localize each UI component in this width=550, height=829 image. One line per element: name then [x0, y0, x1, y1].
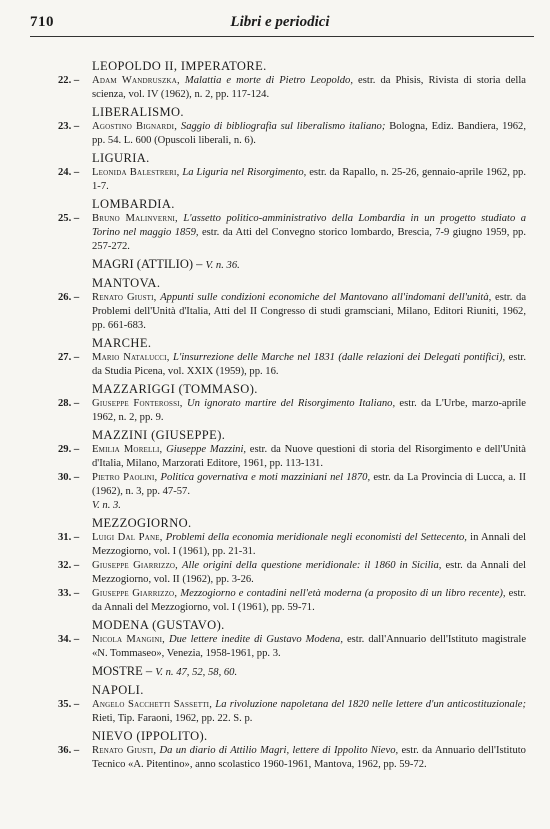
entry-number: 32. –: [58, 560, 80, 571]
bibliography-entry: [58, 531, 526, 559]
entry-number: 36. –: [58, 745, 80, 756]
see-also-reference: V. n. 47, 52, 58, 60.: [155, 667, 238, 678]
entry-author: Bruno Malinverni,: [92, 213, 178, 224]
page-number: 710: [30, 14, 54, 30]
section-heading: NAPOLI.: [92, 683, 144, 697]
bibliography-entry: [58, 443, 526, 471]
bibliography-section: [58, 59, 526, 102]
entry-title: L'assetto politico-amministrativo della Lombardia in un progetto studiato a Torino nel maggio 1859,: [92, 213, 526, 238]
section-heading: MANTOVA.: [92, 276, 161, 290]
section-heading: MEZZOGIORNO.: [92, 516, 192, 530]
bibliography-section: [58, 516, 526, 615]
see-also-line: [92, 257, 526, 273]
see-also-reference: V. n. 36.: [205, 260, 240, 271]
bibliography-entry: [58, 587, 526, 615]
bibliography-entry: [58, 633, 526, 661]
bibliography-section: [58, 664, 526, 680]
entry-number: 23. –: [58, 121, 80, 132]
bibliography-section: [58, 276, 526, 333]
bibliography-entry: [58, 471, 526, 499]
entry-author: Mario Natalucci,: [92, 352, 170, 363]
entry-title: Un ignorato martire del Risorgimento Italiano,: [186, 398, 396, 409]
entry-publication-details: estr. da Nuove questioni di storia del Risorgimento e dell'Unità d'Italia, Milano, Marzorati Editore, 1961, pp. 113-131.: [92, 444, 526, 469]
entry-publication-details: estr. da Studia Picena, vol. XXIX (1959), pp. 16.: [92, 352, 527, 377]
bibliography-section: [58, 729, 526, 772]
entry-author: Adam Wandruszka,: [92, 75, 180, 86]
entry-title: La rivoluzione napoletana del 1820 nelle lettere d'un anticostituzionale;: [215, 699, 527, 710]
section-heading: LIBERALISMO.: [92, 105, 184, 119]
entry-author: Emilia Morelli,: [92, 444, 163, 455]
entry-number: 25. –: [58, 213, 80, 224]
entry-publication-details: estr. da Annali del Mezzogiorno, vol. II (1962), pp. 3-26.: [92, 560, 526, 585]
entry-publication-details: Rieti, Tip. Faraoni, 1962, pp. 22. S. p.: [92, 713, 253, 724]
entry-number: 30. –: [58, 472, 80, 483]
bibliography-entry: [58, 212, 526, 254]
entry-title: Giuseppe Mazzini,: [166, 444, 247, 455]
entry-number: 31. –: [58, 532, 80, 543]
bibliography-entry: [58, 351, 526, 379]
entry-title: Politica governativa e moti mazziniani nel 1870,: [160, 472, 371, 483]
bibliography-section: [58, 151, 526, 194]
entry-publication-details: estr. da Annali del Mezzogiorno, vol. I (1961), pp. 59-71.: [92, 588, 526, 613]
entry-number: 28. –: [58, 398, 80, 409]
entry-author: Nicola Mangini,: [92, 634, 165, 645]
bibliography-section: [58, 382, 526, 425]
section-heading: MARCHE.: [92, 336, 152, 350]
bibliography-section: [58, 683, 526, 726]
entry-number: 33. –: [58, 588, 80, 599]
entry-number: 35. –: [58, 699, 80, 710]
entry-author: Giuseppe Giarrizzo,: [92, 588, 178, 599]
entry-publication-details: estr. da Rapallo, n. 25-26, gennaio-aprile 1962, pp. 1-7.: [92, 167, 526, 192]
bibliography-entry: [58, 698, 526, 726]
bibliography-section: [58, 336, 526, 379]
entry-number: 34. –: [58, 634, 80, 645]
bibliography-list: [58, 56, 526, 772]
bibliography-entry: [58, 559, 526, 587]
entry-publication-details: estr. da Phisis, Rivista di storia della scienza, vol. IV (1962), n. 2, pp. 117-124.: [92, 75, 526, 100]
entry-number: 24. –: [58, 167, 80, 178]
entry-title: Alle origini della questione meridionale: il 1860 in Sicilia,: [182, 560, 442, 571]
bibliography-entry: [58, 744, 526, 772]
entry-author: Angelo Sacchetti Sassetti,: [92, 699, 213, 710]
entry-publication-details: estr. dall'Annuario dell'Istituto magistrale «N. Tommaseo», Venezia, 1958-1961, pp. 3.: [92, 634, 527, 659]
section-heading: MAZZINI (GIUSEPPE).: [92, 428, 226, 442]
entry-publication-details: estr. da La Provincia di Lucca, a. II (1962), n. 3, pp. 47-57.: [92, 472, 526, 497]
entry-author: Agostino Bignardi,: [92, 121, 178, 132]
entry-title: Malattia e morte di Pietro Leopoldo,: [184, 75, 353, 86]
bibliography-entry: [58, 397, 526, 425]
bibliography-section: [58, 618, 526, 661]
section-heading: LEOPOLDO II, IMPERATORE.: [92, 59, 267, 73]
entry-publication-details: Bologna, Ediz. Bandiera, 1962, pp. 54. L. 600 (Opuscoli liberali, n. 6).: [92, 121, 527, 146]
entry-author: Leonida Balestreri,: [92, 167, 180, 178]
cross-reference: V. n. 3.: [92, 500, 121, 511]
entry-title: Saggio di bibliografia sul liberalismo italiano;: [180, 121, 386, 132]
section-heading: MODENA (GUSTAVO).: [92, 618, 225, 632]
entry-title: Due lettere inedite di Gustavo Modena,: [168, 634, 343, 645]
see-also-line: [92, 664, 526, 680]
entry-publication-details: in Annali del Mezzogiorno, vol. I (1961), pp. 21-31.: [92, 532, 526, 557]
bibliography-section: [58, 105, 526, 148]
header-rule: [30, 36, 534, 37]
entry-author: Renato Giusti,: [92, 745, 157, 756]
section-heading: MAZZARIGGI (TOMMASO).: [92, 382, 258, 396]
see-also-subject: MAGRI (ATTILIO) –: [92, 257, 203, 271]
page-header: [30, 14, 530, 36]
entry-title: Problemi della economia meridionale negli economisti del Settecento,: [165, 532, 467, 543]
entry-author: Luigi Dal Pane,: [92, 532, 163, 543]
entry-author: Renato Giusti,: [92, 292, 157, 303]
bibliography-section: [58, 428, 526, 513]
see-also-subject: MOSTRE –: [92, 664, 153, 678]
bibliography-entry: [58, 291, 526, 333]
section-heading: NIEVO (IPPOLITO).: [92, 729, 208, 743]
entry-number: 22. –: [58, 75, 80, 86]
entry-title: Da un diario di Attilio Magri, lettere di Ippolito Nievo,: [159, 745, 399, 756]
bibliography-entry: [58, 166, 526, 194]
bibliography-section: [58, 197, 526, 254]
bibliography-entry: [58, 120, 526, 148]
section-heading: LIGURIA.: [92, 151, 150, 165]
entry-number: 29. –: [58, 444, 80, 455]
entry-author: Pietro Paolini,: [92, 472, 158, 483]
entry-publication-details: estr. da Atti del Convegno storico lombardo, Brescia, 7-9 giugno 1959, pp. 257-272.: [92, 227, 526, 252]
entry-publication-details: estr. da L'Urbe, marzo-aprile 1962, n. 2, pp. 9.: [92, 398, 527, 423]
bibliography-entry: [58, 74, 526, 102]
entry-title: L'insurrezione delle Marche nel 1831 (dalle relazioni dei Delegati pontifici),: [173, 352, 506, 363]
bibliography-section: [58, 257, 526, 273]
entry-publication-details: estr. da Problemi dell'Unità d'Italia, Atti del II Congresso di studi gramsciani, Milano, Editori Riuniti, 1962, pp. 661-683.: [92, 292, 527, 331]
entry-title: Mezzogiorno e contadini nell'età moderna (a proposito di un libro recente),: [180, 588, 506, 599]
entry-number: 26. –: [58, 292, 80, 303]
entry-author: Giuseppe Giarrizzo,: [92, 560, 179, 571]
entry-number: 27. –: [58, 352, 80, 363]
entry-title: La Liguria nel Risorgimento,: [182, 167, 307, 178]
running-title: Libri e periodici: [230, 14, 330, 30]
entry-title: Appunti sulle condizioni economiche del Mantovano all'indomani dell'unità,: [160, 292, 492, 303]
entry-author: Giuseppe Fonterossi,: [92, 398, 183, 409]
entry-publication-details: estr. da Annuario dell'Istituto Tecnico «A. Pitentino», anno scolastico 1960-1961, Mantova, 1962, pp. 59-72.: [92, 745, 526, 770]
section-heading: LOMBARDIA.: [92, 197, 175, 211]
